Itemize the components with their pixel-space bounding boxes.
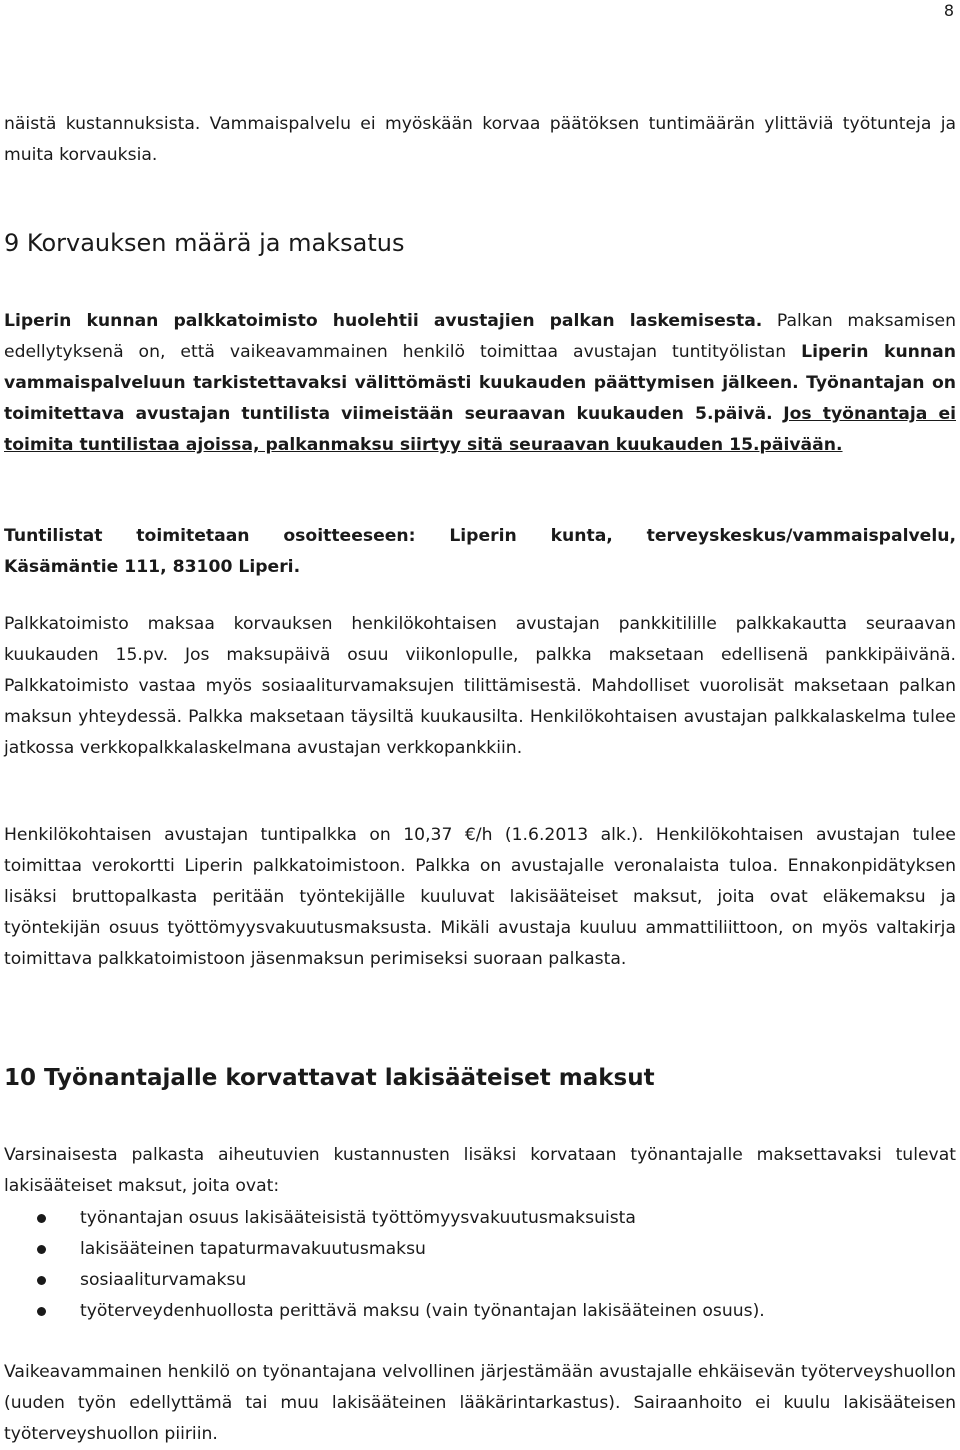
timesheet-word-3: osoitteeseen: (283, 526, 416, 546)
statutory-fees-list (4, 1203, 956, 1327)
hourly-wage-paragraph: Henkilökohtaisen avustajan tuntipalkka on 10,37 €/h (1.6.2013 alk.). Henkilökohtaisen avustajan tulee toimittaa verokortti Liperin palkkatoimistoon. Palkka on avustajalle veronalaista tuloa. Ennakonpidätyksen lisäksi bruttopalkasta peritään työntekijälle kuuluvat lakisääteiset maksut, joita ovat eläkemaksu ja työntekijän osuus työttömyysvakuutusmaksusta. Mikäli avustaja kuuluu ammattiliittoon, on myös valtakirja toimittava palkkatoimistoon jäsenmaksun perimiseksi suoraan palkasta. (4, 825, 956, 969)
statutory-intro-paragraph: Varsinaisesta palkasta aiheutuvien kustannusten lisäksi korvataan työnantajalle maksettavaksi tulevat lakisääteiset maksut, joita ovat: (4, 1145, 956, 1196)
page-number: 8 (943, 1, 954, 20)
timesheet-address-paragraph (4, 521, 956, 583)
payroll-normal: Palkan maksamisen edellytyksenä on, että vaikeavammainen henkilö toimittaa avustajan tuntityölistan (4, 311, 956, 362)
bullet-icon (37, 1245, 46, 1254)
occupational-health-paragraph: Vaikeavammainen henkilö on työnantajana velvollinen järjestämään avustajalle ehkäisevän työterveyshuollon (uuden työn edellyttämä tai muu lakisääteinen lääkärintarkastus). Sairaanhoito ei kuulu lakisääteisen työterveyshuollon piiriin. (4, 1362, 956, 1444)
list-item: työterveydenhuollosta perittävä maksu (vain työnantajan lakisääteinen osuus). (4, 1296, 956, 1327)
timesheet-word-6: terveyskeskus/vammaispalvelu, (646, 526, 956, 546)
timesheet-address: Käsämäntie 111, 83100 Liperi. (4, 557, 301, 577)
list-item: lakisääteinen tapaturmavakuutusmaksu (4, 1234, 956, 1265)
bullet-icon (37, 1214, 46, 1223)
payroll-paragraph (4, 306, 956, 461)
payroll-bold-start: Liperin kunnan palkkatoimisto huolehtii avustajien palkan laskemisesta. (4, 311, 763, 331)
list-item: sosiaaliturvamaksu (4, 1265, 956, 1296)
payroll-bold-end: Liperin kunnan vammaispalveluun tarkistettavaksi välittömästi kuukauden päättymisen jälkeen. Työnantajan on toimitettava avustajan tuntilista viimeistään seuraavan kuukauden 5.päivä. (4, 342, 956, 424)
timesheet-word-1: Tuntilistat (4, 526, 103, 546)
payroll-deadline-notice: Jos työnantaja ei toimita tuntilistaa ajoissa, palkanmaksu siirtyy sitä seuraavan kuukauden 15.päivään. (4, 404, 956, 455)
bullet-icon (37, 1276, 46, 1285)
timesheet-word-4: Liperin (449, 526, 517, 546)
section-9-heading: 9 Korvauksen määrä ja maksatus (4, 229, 405, 257)
bullet-icon (37, 1307, 46, 1316)
timesheet-word-2: toimitetaan (136, 526, 250, 546)
list-item: työnantajan osuus lakisääteisistä työttömyysvakuutusmaksuista (4, 1203, 956, 1234)
section-10-heading: 10 Työnantajalle korvattavat lakisääteiset maksut (4, 1065, 655, 1091)
intro-paragraph: näistä kustannuksista. Vammaispalvelu ei myöskään korvaa päätöksen tuntimäärän ylittäviä työtunteja ja muita korvauksia. (4, 114, 956, 165)
salary-payment-paragraph: Palkkatoimisto maksaa korvauksen henkilökohtaisen avustajan pankkitilille palkkakautta seuraavan kuukauden 15.pv. Jos maksupäivä osuu viikonlopulle, palkka maksetaan edellisenä pankkipäivänä. Palkkatoimisto vastaa myös sosiaaliturvamaksujen tilittämisestä. Mahdolliset vuorolisät maksetaan palkan maksun yhteydessä. Palkka maksetaan täysiltä kuukausilta. Henkilökohtaisen avustajan palkkalaskelma tulee jatkossa verkkopalkkalaskelmana avustajan verkkopankkiin. (4, 614, 956, 758)
timesheet-word-5: kunta, (550, 526, 613, 546)
